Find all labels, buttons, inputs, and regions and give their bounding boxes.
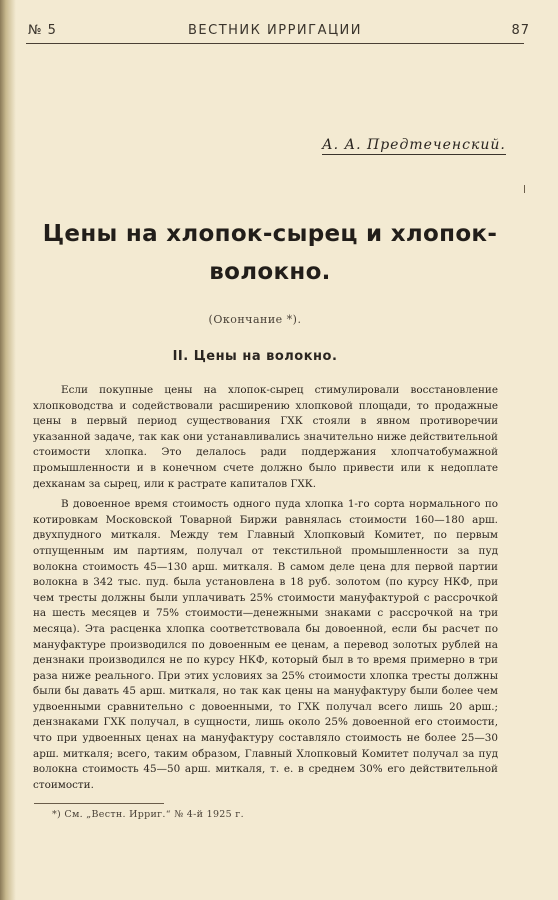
article-title — [20, 215, 520, 291]
title-line-2: волокно. — [209, 259, 331, 285]
paragraph-1: Если покупные цены на хлопок-сырец стимулировали восстановление хлопководства и содействовали расширению хлопковой площади, то продажные цены в первый период существования ГХК стояли в явном противоречии указанной задаче, так как они устанавливались значительно ниже действительной стоимости хлопка. Это делалось ради поддержания хлопчатобумажной промышленности и в конечном счете должно было привести или к недоплате дехканам за сырец, или к растрате капиталов ГХК. — [33, 384, 498, 490]
margin-mark — [524, 185, 525, 193]
issue-number: № 5 — [28, 23, 57, 38]
running-header — [28, 20, 538, 42]
title-line-1: Цены на хлопок-сырец и хлопок- — [42, 221, 498, 247]
section-heading: II. Цены на волокно. — [172, 349, 338, 364]
binding-shadow — [0, 0, 16, 900]
author-name: А. А. Предтеченский. — [322, 137, 506, 153]
subtitle: (Окончание *). — [208, 313, 302, 326]
journal-title: ВЕСТНИК ИРРИГАЦИИ — [188, 23, 363, 38]
footnote-rule — [34, 803, 164, 804]
page-number: 87 — [511, 23, 530, 38]
footnote: *) См. „Вестн. Ирриг.“ № 4-й 1925 г. — [52, 809, 244, 820]
article-body — [33, 383, 498, 793]
paragraph-2: В довоенное время стоимость одного пуда хлопка 1-го сорта нормального по котировкам Московской Товарной Биржи равнялась стоимости 160—180 арш. двухпудного миткаля. Между тем Главный Хлопковый Комитет, по первым отпущенным им партиям, получал от текстильной промышленности за пуд волокна стоимость 45—130 арш. миткаля. В самом деле цена для первой партии волокна в 342 тыс. пуд. была установлена в 18 руб. золотом (по курсу НКФ, при чем тресты должны были уплачивать 25% стоимости мануфактурой с рассрочкой на шесть месяцев и 75% стоимости—денежными знаками с рассрочкой на три месяца). Эта расценка хлопка соответствовала бы довоенной, если бы расчет по мануфактуре производился по довоенным ее ценам, а перевод золотых рублей на дензнаки производился не по курсу НКФ, который был в то время примерно в три раза ниже реального. При этих условиях за 25% стоимости хлопка тресты должны были бы давать 45 арш. миткаля, но так как цены на мануфактуру были более чем удвоенными сравнительно с довоенными, то ГХК получал всего лишь 20 арш.; дензнаками ГХК получал, в сущности, лишь около 25% довоенной его стоимости, что при удвоенных ценах на мануфактуру составляло стоимость не более 25—30 арш. миткаля; всего, таким образом, Главный Хлопковый Комитет получал за пуд волокна стоимость 45—50 арш. миткаля, т. е. в среднем 30% его действительной стоимости. — [33, 498, 498, 791]
header-rule — [26, 43, 524, 44]
